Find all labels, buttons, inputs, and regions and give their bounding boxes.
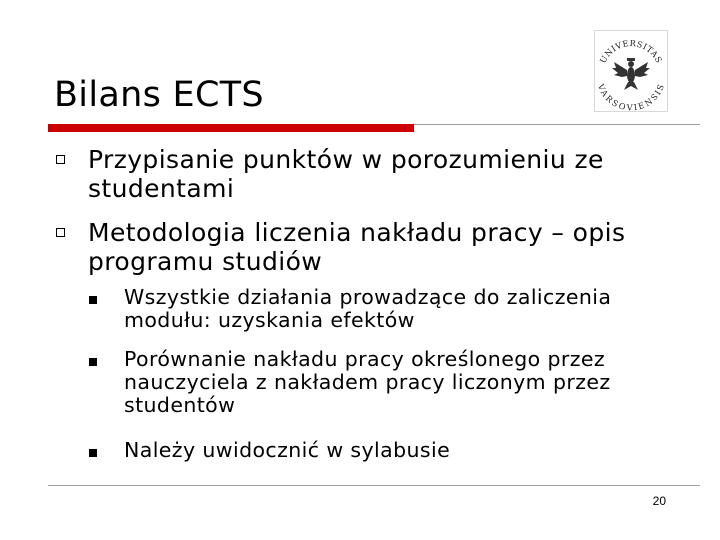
bullet-item-2-text: Metodologia liczenia nakładu pracy – opis programu studiów <box>88 218 626 276</box>
bullet-hollow-square-icon <box>56 155 65 164</box>
bullet-solid-square-icon <box>89 358 97 366</box>
university-seal-logo <box>594 30 668 112</box>
sub-bullet-item-1: Wszystkie działania prowadzące do zaliczenia modułu: uzyskania efektów <box>124 285 612 332</box>
seal-text-top: UNIVERSITAS <box>597 37 665 65</box>
sub-bullet-item-2: Porównanie nakładu pracy określonego przez nauczyciela z nakładem pracy liczonym przez studentów <box>124 347 611 417</box>
sub-bullet-item-3: Należy uwidocznić w sylabusie <box>124 438 451 462</box>
page-number: 20 <box>652 494 666 508</box>
slide-title: Bilans ECTS <box>54 75 264 115</box>
title-accent-bar <box>48 124 414 132</box>
seal-text-bottom: VARSOVIENSIS <box>595 82 667 112</box>
bullet-item-1-text: Przypisanie punktów w porozumieniu ze studentami <box>88 145 604 203</box>
bullet-solid-square-icon <box>89 296 97 304</box>
footer-divider-line <box>48 485 700 486</box>
bullet-item-2 <box>88 218 678 276</box>
bullet-hollow-square-icon <box>56 228 65 237</box>
bullet-item-1 <box>88 145 678 203</box>
bullet-solid-square-icon <box>89 449 97 457</box>
